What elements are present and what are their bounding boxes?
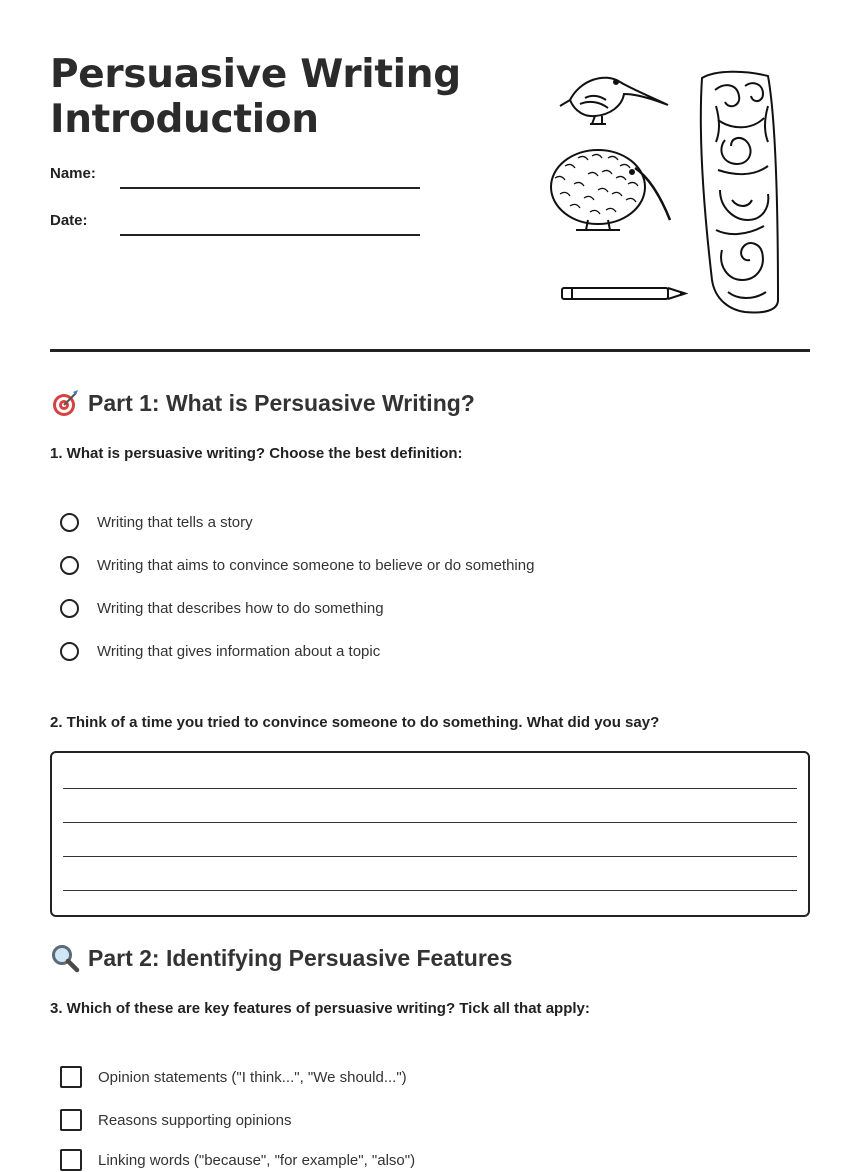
q3-option-2[interactable] (60, 1108, 291, 1132)
part2-heading-text: Part 2: Identifying Persuasive Features (88, 944, 513, 971)
date-field[interactable] (120, 234, 420, 236)
checkbox[interactable] (60, 1066, 82, 1088)
q1-option-label: Writing that aims to convince someone to believe or do something (97, 556, 535, 574)
q3-option-label: Opinion statements ("I think...", "We should...") (98, 1068, 407, 1086)
q1-option-label: Writing that describes how to do something (97, 599, 384, 617)
checkbox[interactable] (60, 1149, 82, 1171)
q1-option-1[interactable] (60, 510, 253, 534)
name-field[interactable] (120, 187, 420, 189)
q1-option-4[interactable] (60, 639, 380, 663)
q1-option-label: Writing that gives information about a topic (97, 642, 381, 660)
radio-button[interactable] (60, 556, 79, 575)
kiwi-bird-icon (551, 150, 670, 230)
question-2: 2. Think of a time you tried to convince someone to do something. What did you say? (50, 714, 660, 731)
q1-option-3[interactable] (60, 596, 384, 620)
q3-option-label: Linking words ("because", "for example", "also") (98, 1151, 416, 1169)
answer-line (63, 856, 797, 857)
q3-option-1[interactable] (60, 1065, 407, 1089)
answer-line (63, 890, 797, 891)
radio-button[interactable] (60, 513, 79, 532)
page-title (50, 52, 461, 142)
q2-answer-box[interactable] (50, 751, 810, 917)
q3-option-3[interactable] (60, 1148, 415, 1172)
part1-heading-text: Part 1: What is Persuasive Writing? (88, 389, 475, 416)
title-line-2: Introduction (50, 97, 319, 142)
q1-option-label: Writing that tells a story (97, 513, 253, 531)
radio-button[interactable] (60, 642, 79, 661)
tui-bird-icon (560, 78, 668, 124)
name-label: Name: (50, 165, 96, 182)
answer-line (63, 822, 797, 823)
q1-option-2[interactable] (60, 553, 534, 577)
q3-option-label: Reasons supporting opinions (98, 1111, 292, 1129)
part2-heading (50, 943, 512, 973)
header-divider (50, 349, 810, 352)
answer-line (63, 788, 797, 789)
title-line-1: Persuasive Writing (50, 52, 461, 97)
target-dart-icon (50, 388, 80, 418)
maori-carving-icon (701, 72, 778, 313)
radio-button[interactable] (60, 599, 79, 618)
header-illustration (540, 60, 790, 320)
pencil-icon (562, 288, 685, 299)
question-3: 3. Which of these are key features of persuasive writing? Tick all that apply: (50, 1000, 590, 1017)
part1-heading (50, 388, 475, 418)
date-label: Date: (50, 212, 88, 229)
question-1: 1. What is persuasive writing? Choose the best definition: (50, 445, 463, 462)
magnifying-glass-icon (50, 943, 80, 973)
checkbox[interactable] (60, 1109, 82, 1131)
